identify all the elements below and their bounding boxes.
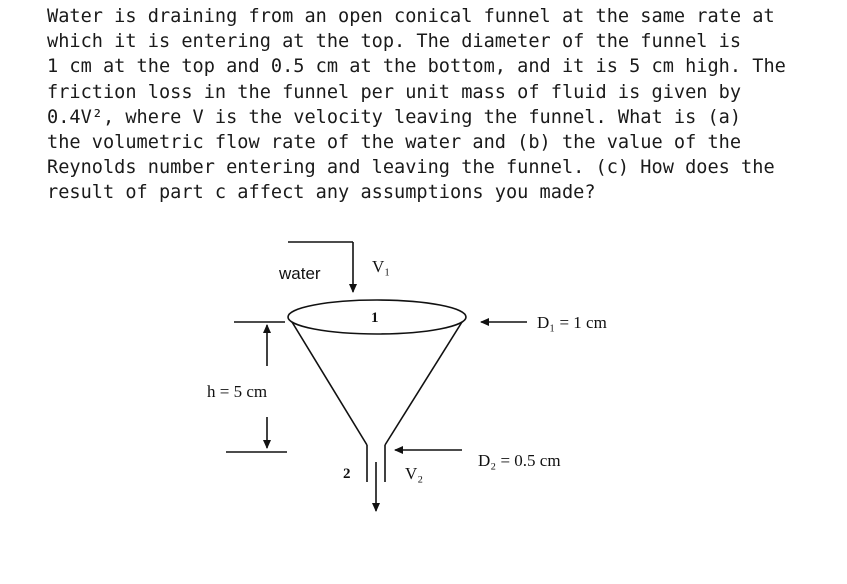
height-label: h = 5 cm: [207, 382, 268, 401]
v2-label: V₂: [405, 464, 424, 483]
problem-line-3: 1 cm at the top and 0.5 cm at the bottom, and it is 5 cm high. The: [47, 56, 786, 78]
problem-line-4: friction loss in the funnel per unit mass of fluid is given by: [47, 81, 742, 103]
d2-label: D₂ = 0.5 cm: [478, 451, 561, 470]
problem-line-6: the volumetric flow rate of the water and (b) the value of the: [47, 132, 742, 154]
problem-line-5: 0.4V², where V is the velocity leaving the funnel. What is (a): [47, 106, 742, 128]
water-label: water: [279, 264, 321, 283]
problem-line-1: Water is draining from an open conical funnel at the same rate at: [47, 6, 775, 27]
v1-label: V₁: [372, 257, 391, 276]
problem-line-7: Reynolds number entering and leaving the funnel. (c) How does the: [47, 157, 775, 179]
station-2-label: 2: [343, 466, 351, 482]
station-1-label: 1: [371, 310, 379, 326]
d1-label: D₁ = 1 cm: [537, 313, 607, 332]
problem-line-8: result of part c affect any assumptions you made?: [47, 182, 596, 204]
problem-line-2: which it is entering at the top. The diameter of the funnel is: [47, 31, 742, 53]
funnel-cone: [292, 322, 462, 482]
